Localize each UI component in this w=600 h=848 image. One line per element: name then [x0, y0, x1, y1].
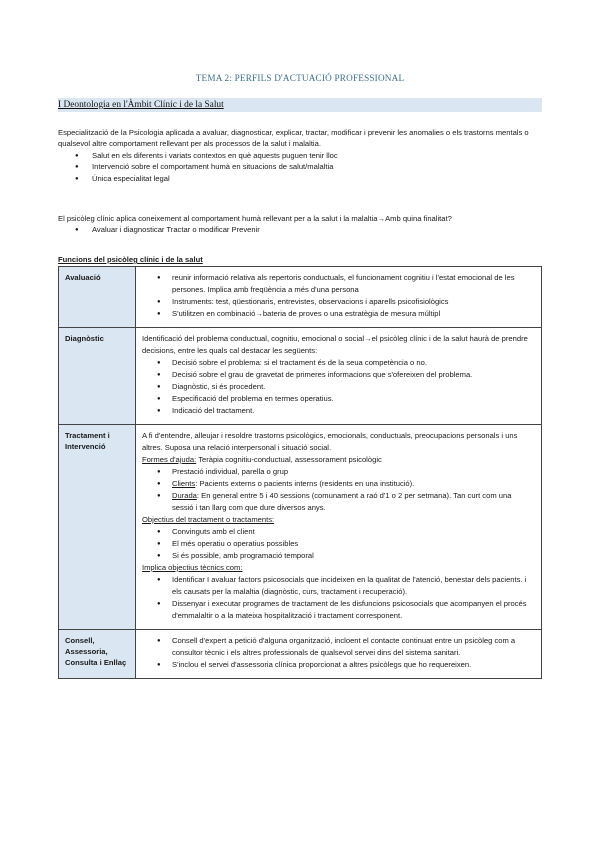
durada-label: Durada [172, 490, 197, 500]
formes-line [142, 454, 535, 466]
list-item: ● S'inclou el servei d'assessoria clínica proporcionat a altres psicòlegs que ho requereixen. [172, 659, 535, 671]
list-item: ● Instruments: test, qüestionaris, entrevistes, observacions i aparells psicofisiològics [172, 296, 535, 308]
list-item [172, 478, 535, 490]
list-item: ● reunir informació relativa als repertoris conductuals, el funcionament cognitiu i l'estat emocional de les persones. Implica amb freqüència a més d'una persona [172, 272, 535, 296]
section-heading [58, 98, 542, 112]
question-list [58, 224, 544, 235]
question-paragraph: El psicòleg clínic aplica coneixement al comportament humà rellevant per a la salut i la malaltia→Amb quina finalitat? [58, 214, 452, 223]
formes-label: Formes d'ajuda: [142, 454, 197, 464]
list-item: ● Salut en els diferents i variats contextos en què aquests puguen tenir lloc [92, 150, 544, 161]
list-item: ● Identificar I avaluar factors psicosocials que incideixen en la qualitat de l'atenció, benestar dels pacients. i els causats per la malaltia (diagnòstic, curs, tractament i recuperació). [172, 574, 535, 598]
clients-text: : Pacients externs o pacients interns (residents en una institució). [195, 478, 415, 488]
row-list [142, 526, 535, 562]
functions-table [58, 266, 542, 679]
list-item: ● S'utilitzen en combinació→bateria de proves o una estratègia de mesura múltipl [172, 308, 535, 320]
list-item: ● Diagnòstic, si és procedent. [172, 381, 535, 393]
row-label: Consell, Assessoria, Consulta i Enllaç [59, 629, 136, 678]
objectius-label: Objectius del tractament o tractaments: [142, 514, 275, 524]
table-row [59, 424, 542, 629]
intro-paragraph: Especialització de la Psicologia aplicada a avaluar, diagnosticar, explicar, tractar, modificar i prevenir les anomalies o els trastorns mentals o qualsevol altre comportament rellevant per als processos de la salut i malaltia. [58, 128, 529, 149]
formes-text: Teràpia cognitiu-conductual, assessorament psicològic [196, 454, 382, 464]
list-item: ● Avaluar i diagnosticar Tractar o modificar Prevenir [92, 224, 544, 235]
row-list [142, 272, 535, 320]
list-item [172, 490, 535, 514]
list-item: ● Decisió sobre el problema: si el tractament és de la seua competència o no. [172, 357, 535, 369]
list-item: ● Decisió sobre el grau de gravetat de primeres informacions que s'ofereixen del problema. [172, 369, 535, 381]
table-title: Funcions del psicòleg clínic i de la salut [58, 255, 203, 264]
list-item: ● Intervenció sobre el comportament humà en situacions de salut/malaltia [92, 161, 544, 172]
row-content [136, 629, 542, 678]
row-content [136, 424, 542, 629]
section-heading-text: I Deontologia en l'Àmbit Clínic i de la Salut [58, 100, 224, 110]
table-row [59, 629, 542, 678]
implica-label: Implica objectius tècnics com: [142, 562, 243, 572]
clients-label: Clients [172, 478, 196, 488]
intro-list [58, 150, 544, 184]
row-list [142, 466, 535, 514]
durada-text: : En general entre 5 i 40 sessions (comunament a raó d'1 o 2 per setmana). Tan curt com una sessió i tan llarg com que dure diversos anys. [172, 490, 512, 512]
list-item: ● Si és possible, amb programació temporal [172, 550, 535, 562]
row-list [142, 574, 535, 622]
page-title: TEMA 2: PERFILS D'ACTUACIÓ PROFESSIONAL [195, 73, 405, 83]
row-list [142, 357, 535, 417]
row-content [136, 267, 542, 328]
row-list [142, 635, 535, 671]
row-label: Tractament i Intervenció [59, 424, 136, 629]
list-item: ● Prestació individual, parella o grup [172, 466, 535, 478]
question-block [58, 213, 544, 236]
list-item: ● Consell d'expert a petició d'alguna organització, incloent el contacte continuat entre un psicòleg com a consultor tècnic i els altres professionals de qualsevol servei dins del sistema sanitari. [172, 635, 535, 659]
list-item: ● Indicació del tractament. [172, 405, 535, 417]
row-text: Identificació del problema conductual, cognitiu, emocional o social→el psicòleg clínic i de la salut haurà de prendre decisions, entre les quals cal destacar les següents: [142, 333, 528, 355]
row-label: Avaluació [59, 267, 136, 328]
list-item: ● Única especialitat legal [92, 173, 544, 184]
intro-block [58, 127, 544, 184]
list-item: ● Dissenyar i executar programes de tractament de les disfuncions psicosocials que acompanyen el procés d'emmalaltir o a la mateixa hospitalització i tractament corresponent. [172, 598, 535, 622]
list-item: ● Especificació del problema en termes operatius. [172, 393, 535, 405]
list-item: ● El més operatiu o operatius possibles [172, 538, 535, 550]
row-label: Diagnòstic [59, 327, 136, 424]
row-text: A fi d'entendre, alleujar i resoldre trastorns psicològics, emocionals, conductuals, preocupacions personals i uns altres. Suposa una relació interpersonal i situació social. [142, 430, 518, 452]
row-content [136, 327, 542, 424]
table-row [59, 327, 542, 424]
list-item: ● Convinguts amb el client [172, 526, 535, 538]
table-row [59, 267, 542, 328]
